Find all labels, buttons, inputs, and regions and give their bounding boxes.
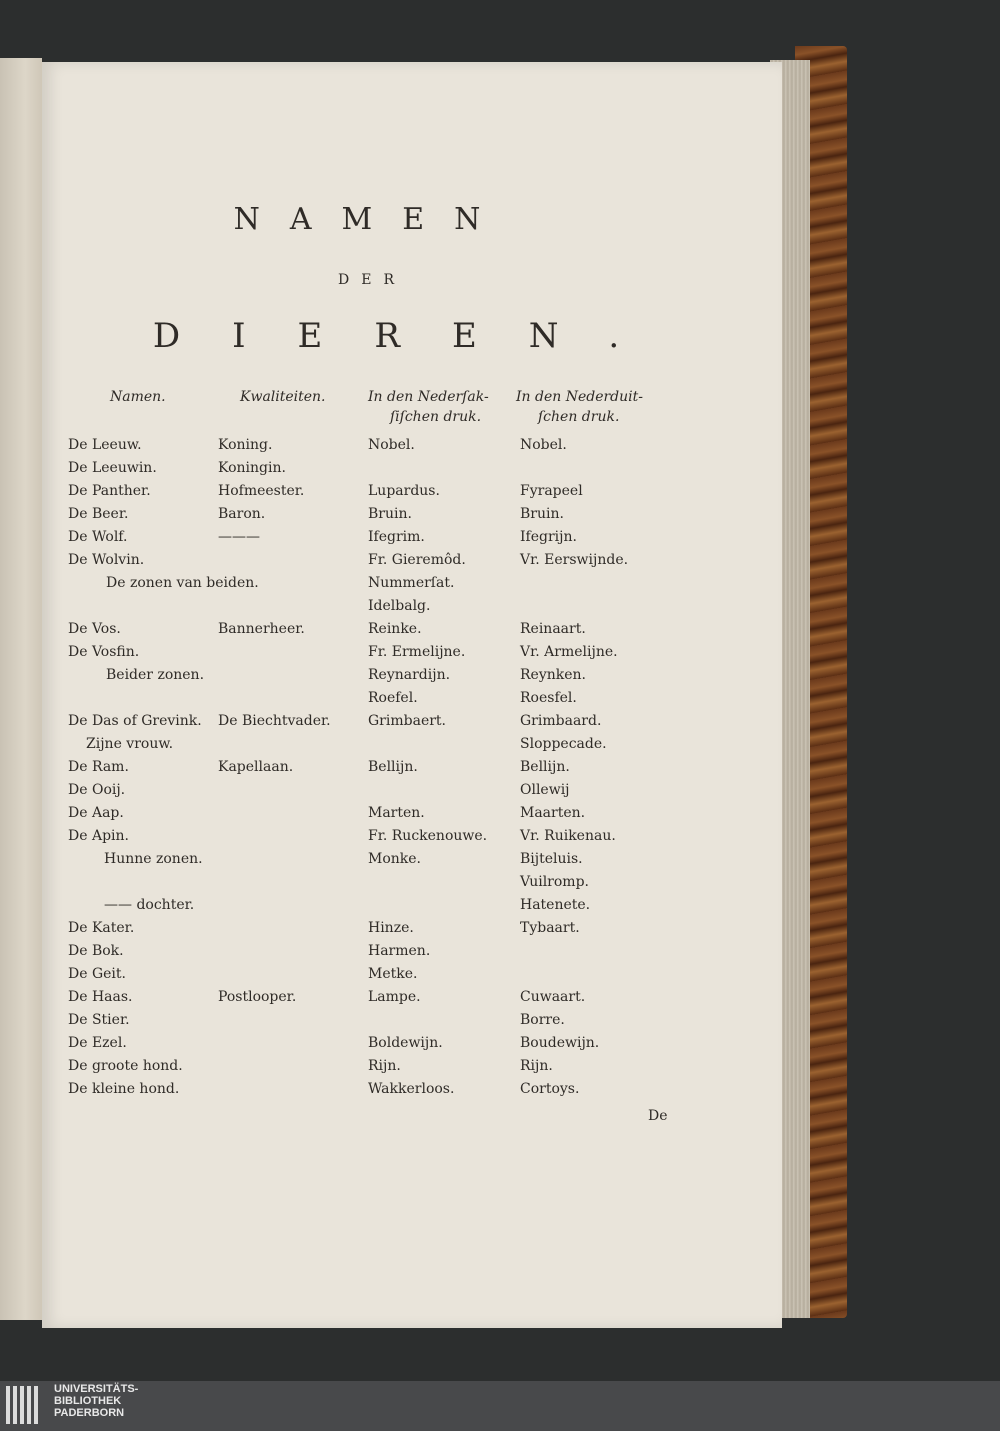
name-cell: De zonen van beiden.	[106, 575, 259, 591]
nederduitsch-cell: Nobel.	[520, 437, 567, 453]
table-row	[68, 920, 688, 943]
name-cell: De Vosfin.	[68, 644, 140, 660]
table-row	[68, 437, 688, 460]
nedersaksisch-cell: Bellijn.	[368, 759, 418, 775]
nederduitsch-cell: Reynken.	[520, 667, 586, 683]
name-cell: De kleine hond.	[68, 1081, 180, 1097]
header-nederduitsch	[516, 387, 643, 427]
nederduitsch-cell: Rijn.	[520, 1058, 553, 1074]
nedersaksisch-cell: Grimbaert.	[368, 713, 446, 729]
quality-cell: De Biechtvader.	[218, 713, 331, 729]
name-cell: De Geit.	[68, 966, 126, 982]
header-nederduitsch-line1: In den Nederduit-	[516, 389, 643, 405]
name-cell: De Wolvin.	[68, 552, 145, 568]
table-row	[68, 874, 688, 897]
name-cell: De Ram.	[68, 759, 129, 775]
quality-cell: Kapellaan.	[218, 759, 294, 775]
nederduitsch-cell: Ifegrijn.	[520, 529, 577, 545]
left-page-edge	[0, 58, 42, 1320]
table-row	[68, 621, 688, 644]
quality-cell: Hofmeester.	[218, 483, 305, 499]
table-row	[68, 759, 688, 782]
catchword: De	[648, 1108, 668, 1124]
name-cell: De groote hond.	[68, 1058, 183, 1074]
name-cell: De Ezel.	[68, 1035, 127, 1051]
table-row	[68, 575, 688, 598]
nederduitsch-cell: Vr. Armelijne.	[520, 644, 618, 660]
name-cell: Beider zonen.	[106, 667, 205, 683]
table-row	[68, 805, 688, 828]
nederduitsch-cell: Maarten.	[520, 805, 586, 821]
quality-cell: Postlooper.	[218, 989, 297, 1005]
nederduitsch-cell: Fyrapeel	[520, 483, 583, 499]
library-name-line2: BIBLIOTHEK	[54, 1395, 122, 1407]
name-cell: De Kater.	[68, 920, 135, 936]
table-row	[68, 529, 688, 552]
header-nedersaksisch-line2: ſiſchen druk.	[390, 409, 482, 425]
table-row	[68, 828, 688, 851]
nedersaksisch-cell: Lupardus.	[368, 483, 440, 499]
table-row	[68, 460, 688, 483]
table-row	[68, 483, 688, 506]
quality-cell: Koning.	[218, 437, 273, 453]
quality-cell: ———	[218, 529, 260, 545]
table-row	[68, 782, 688, 805]
names-table	[68, 437, 688, 1104]
table-row	[68, 1012, 688, 1035]
header-nederduitsch-line2: ſchen druk.	[538, 409, 620, 425]
table-row	[68, 713, 688, 736]
table-row	[68, 943, 688, 966]
quality-cell: Baron.	[218, 506, 266, 522]
library-name-line3: PADERBORN	[54, 1407, 125, 1419]
name-cell: De Ooij.	[68, 782, 126, 798]
library-name-line1: UNIVERSITÄTS-	[54, 1383, 139, 1395]
nederduitsch-cell: Vr. Ruikenau.	[520, 828, 616, 844]
table-row	[68, 1081, 688, 1104]
quality-cell: Koningin.	[218, 460, 286, 476]
book-page	[42, 62, 782, 1328]
nedersaksisch-cell: Reynardijn.	[368, 667, 451, 683]
nedersaksisch-cell: Bruin.	[368, 506, 412, 522]
header-nedersaksisch	[368, 387, 489, 427]
nederduitsch-cell: Boudewijn.	[520, 1035, 600, 1051]
nederduitsch-cell: Hatenete.	[520, 897, 591, 913]
footer-bar	[0, 1381, 1000, 1431]
table-row	[68, 667, 688, 690]
title-namen: NAMEN	[233, 202, 511, 237]
title-dieren: DIEREN.	[152, 316, 672, 356]
name-cell: De Leeuwin.	[68, 460, 157, 476]
name-cell: De Beer.	[68, 506, 129, 522]
nedersaksisch-cell: Fr. Ermelijne.	[368, 644, 466, 660]
nederduitsch-cell: Borre.	[520, 1012, 565, 1028]
nederduitsch-cell: Tybaart.	[520, 920, 580, 936]
nederduitsch-cell: Cortoys.	[520, 1081, 580, 1097]
table-row	[68, 690, 688, 713]
name-cell: De Vos.	[68, 621, 121, 637]
nederduitsch-cell: Vr. Eerswijnde.	[520, 552, 629, 568]
header-nedersaksisch-line1: In den Nederſak-	[368, 389, 489, 405]
name-cell: Hunne zonen.	[104, 851, 203, 867]
nedersaksisch-cell: Reinke.	[368, 621, 422, 637]
nederduitsch-cell: Bruin.	[520, 506, 564, 522]
nedersaksisch-cell: Hinze.	[368, 920, 414, 936]
nederduitsch-cell: Ollewij	[520, 782, 570, 798]
nederduitsch-cell: Grimbaard.	[520, 713, 602, 729]
name-cell: Zijne vrouw.	[86, 736, 174, 752]
nederduitsch-cell: Cuwaart.	[520, 989, 586, 1005]
nedersaksisch-cell: Marten.	[368, 805, 425, 821]
table-row	[68, 736, 688, 759]
table-row	[68, 598, 688, 621]
nederduitsch-cell: Sloppecade.	[520, 736, 607, 752]
nedersaksisch-cell: Monke.	[368, 851, 421, 867]
table-row	[68, 851, 688, 874]
table-row	[68, 1035, 688, 1058]
nedersaksisch-cell: Rijn.	[368, 1058, 401, 1074]
table-row	[68, 1058, 688, 1081]
nedersaksisch-cell: Fr. Gieremôd.	[368, 552, 466, 568]
name-cell: De Panther.	[68, 483, 151, 499]
table-row	[68, 506, 688, 529]
name-cell: De Bok.	[68, 943, 124, 959]
name-cell: De Stier.	[68, 1012, 130, 1028]
table-row	[68, 989, 688, 1012]
name-cell: De Leeuw.	[68, 437, 142, 453]
nedersaksisch-cell: Idelbalg.	[368, 598, 431, 614]
nedersaksisch-cell: Roefel.	[368, 690, 418, 706]
name-cell: De Haas.	[68, 989, 133, 1005]
nederduitsch-cell: Bellijn.	[520, 759, 570, 775]
nederduitsch-cell: Roesfel.	[520, 690, 577, 706]
library-name	[54, 1383, 138, 1419]
nedersaksisch-cell: Lampe.	[368, 989, 421, 1005]
library-logo-icon	[6, 1386, 46, 1426]
header-namen: Namen.	[110, 389, 166, 405]
name-cell: De Apin.	[68, 828, 129, 844]
table-row	[68, 644, 688, 667]
title-der: DER	[338, 272, 406, 288]
nedersaksisch-cell: Metke.	[368, 966, 418, 982]
nedersaksisch-cell: Harmen.	[368, 943, 431, 959]
name-cell: De Wolf.	[68, 529, 128, 545]
quality-cell: Bannerheer.	[218, 621, 305, 637]
name-cell: De Aap.	[68, 805, 124, 821]
nederduitsch-cell: Reinaart.	[520, 621, 586, 637]
nedersaksisch-cell: Fr. Ruckenouwe.	[368, 828, 488, 844]
nedersaksisch-cell: Boldewijn.	[368, 1035, 443, 1051]
name-cell: —— dochter.	[104, 897, 195, 913]
nederduitsch-cell: Bijteluis.	[520, 851, 583, 867]
table-row	[68, 897, 688, 920]
nedersaksisch-cell: Wakkerloos.	[368, 1081, 455, 1097]
name-cell: De Das of Grevink.	[68, 713, 202, 729]
table-row	[68, 552, 688, 575]
nedersaksisch-cell: Ifegrim.	[368, 529, 425, 545]
nederduitsch-cell: Vuilromp.	[520, 874, 589, 890]
table-row	[68, 966, 688, 989]
header-kwaliteiten: Kwaliteiten.	[240, 389, 326, 405]
nedersaksisch-cell: Nobel.	[368, 437, 415, 453]
nedersaksisch-cell: Nummerſat.	[368, 575, 455, 591]
